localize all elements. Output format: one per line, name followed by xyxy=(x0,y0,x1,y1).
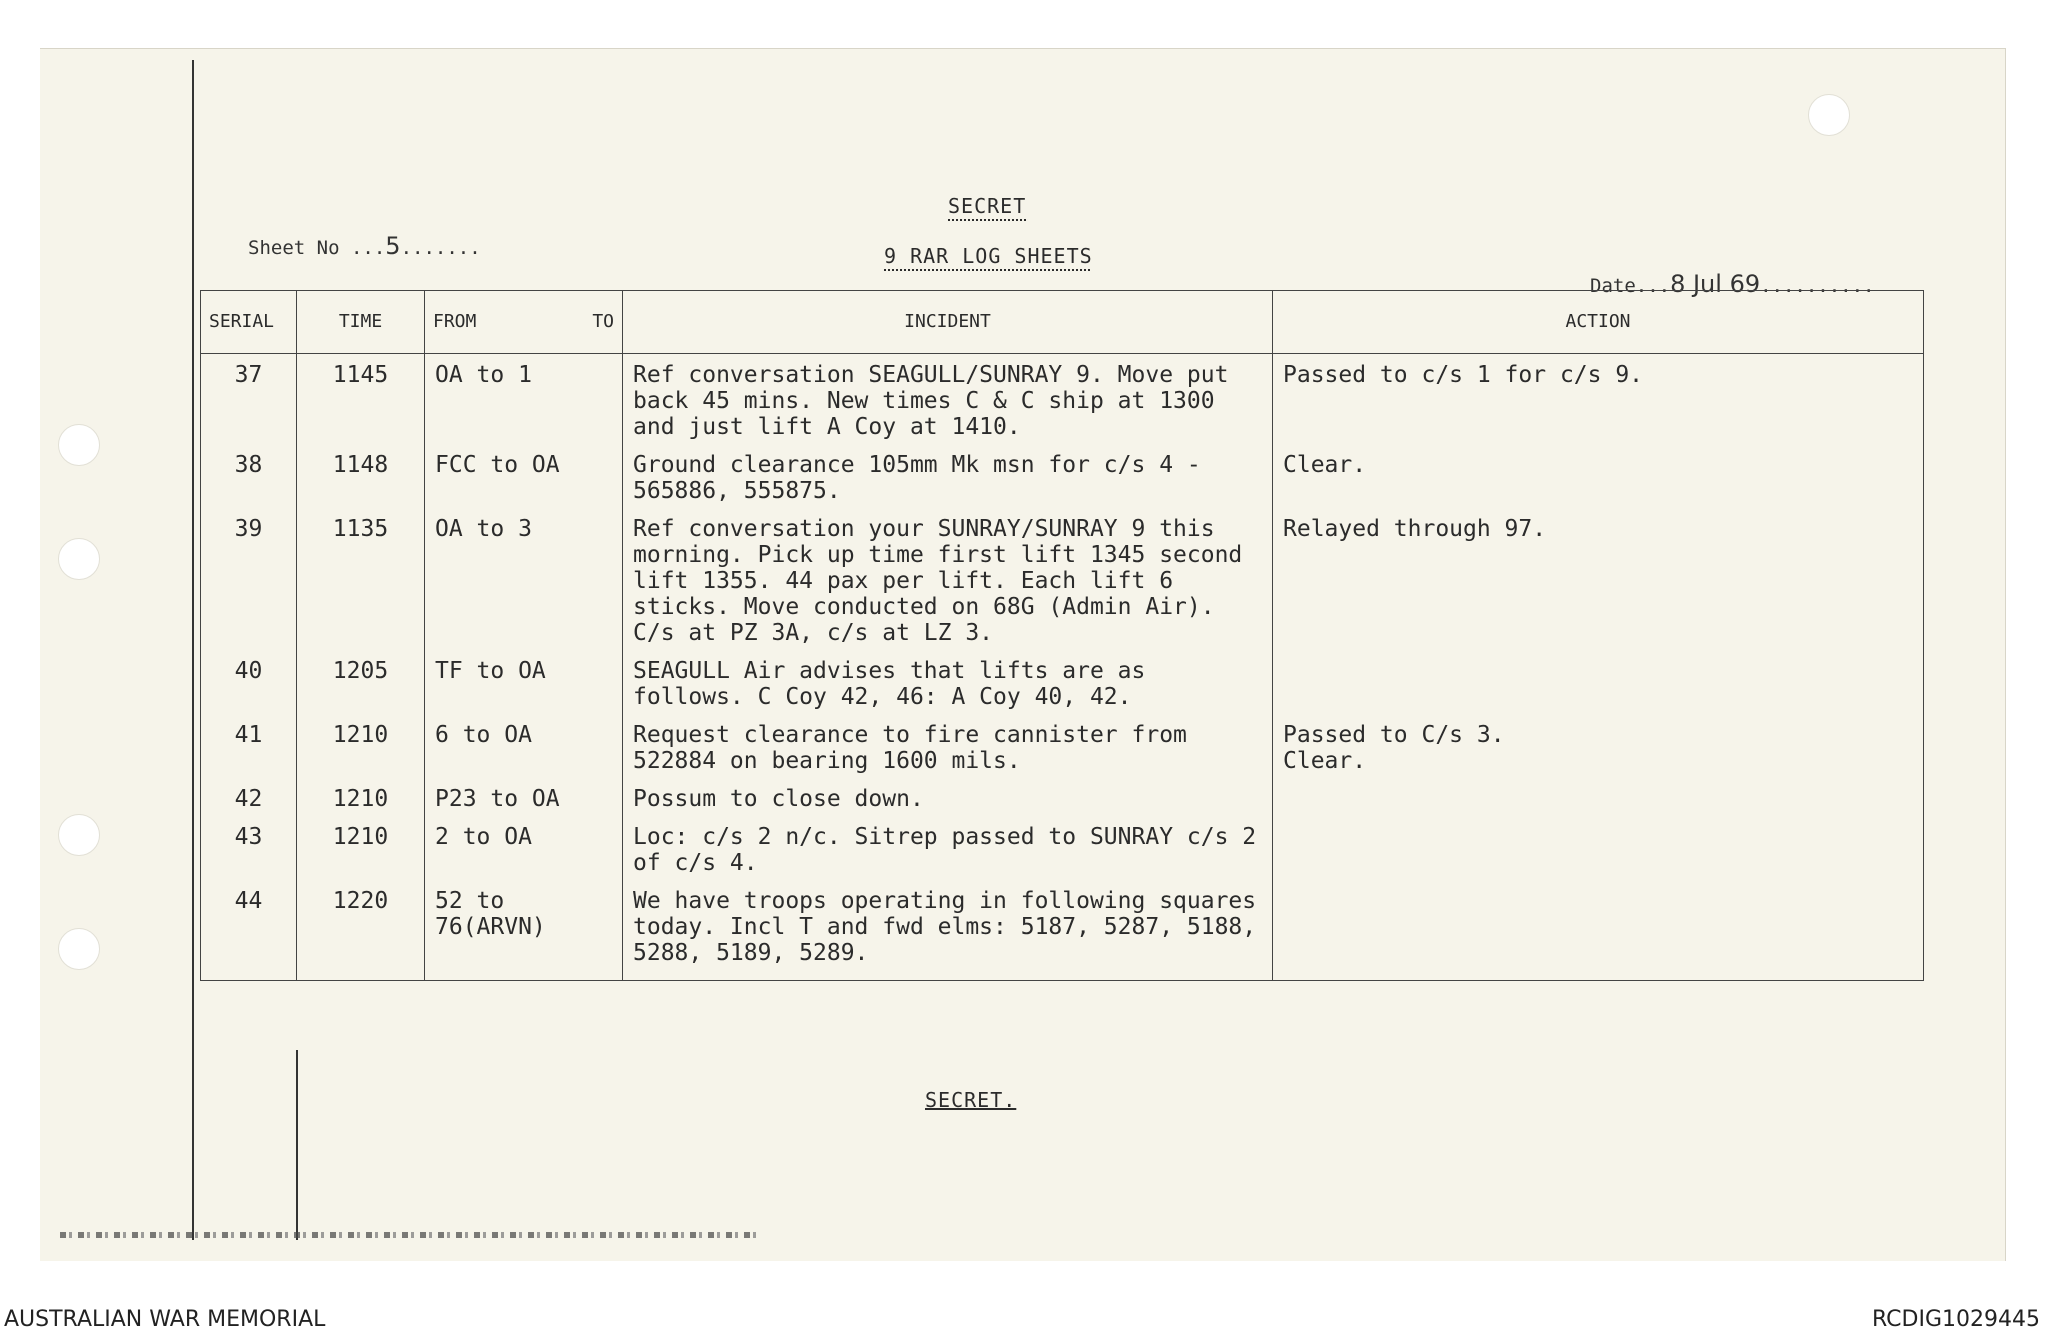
log-entry-row xyxy=(201,354,1924,445)
action-cell xyxy=(1273,650,1924,714)
serial-cell: 42 xyxy=(201,778,297,816)
log-table xyxy=(200,290,1924,981)
log-entry-row xyxy=(201,444,1924,508)
log-entry-row xyxy=(201,880,1924,981)
action-cell: Relayed through 97. xyxy=(1273,508,1924,650)
from-to-cell: OA to 1 xyxy=(425,354,623,445)
time-cell: 1135 xyxy=(297,508,425,650)
serial-cell: 44 xyxy=(201,880,297,981)
header-action: ACTION xyxy=(1273,291,1924,354)
incident-cell: SEAGULL Air advises that lifts are as follows. C Coy 42, 46: A Coy 40, 42. xyxy=(623,650,1273,714)
classification-top: SECRET xyxy=(948,194,1027,218)
sheet-number-value: 5 xyxy=(385,232,401,260)
log-entry-row xyxy=(201,778,1924,816)
punch-hole-left-1 xyxy=(58,424,100,466)
date-trail: .......... xyxy=(1760,275,1875,297)
action-cell: Passed to C/s 3. Clear. xyxy=(1273,714,1924,778)
header-from: FROM xyxy=(433,311,477,332)
action-cell xyxy=(1273,816,1924,880)
punch-hole-left-3 xyxy=(58,814,100,856)
date-value: 8 Jul 69 xyxy=(1670,270,1761,298)
incident-cell: Ref conversation SEAGULL/SUNRAY 9. Move put back 45 mins. New times C & C ship at 1300 and just lift A Coy at 1410. xyxy=(623,354,1273,445)
punch-hole-left-4 xyxy=(58,928,100,970)
serial-cell: 37 xyxy=(201,354,297,445)
incident-cell: We have troops operating in following squares today. Incl T and fwd elms: 5187, 5287, 5188, 5288, 5189, 5289. xyxy=(623,880,1273,981)
incident-cell: Ref conversation your SUNRAY/SUNRAY 9 this morning. Pick up time first lift 1345 second lift 1355. 44 pax per lift. Each lift 6 sticks. Move conducted on 68G (Admin Air). C/s at PZ 3A, c/s at LZ 3. xyxy=(623,508,1273,650)
ink-smudge xyxy=(60,1232,760,1238)
action-cell: Passed to c/s 1 for c/s 9. xyxy=(1273,354,1924,445)
from-to-cell: 2 to OA xyxy=(425,816,623,880)
from-to-cell: OA to 3 xyxy=(425,508,623,650)
incident-cell: Ground clearance 105mm Mk msn for c/s 4 - 565886, 555875. xyxy=(623,444,1273,508)
serial-cell: 39 xyxy=(201,508,297,650)
action-cell: Clear. xyxy=(1273,444,1924,508)
header-row xyxy=(201,291,1924,354)
incident-cell: Possum to close down. xyxy=(623,778,1273,816)
time-cell: 1220 xyxy=(297,880,425,981)
header-to: TO xyxy=(592,311,614,332)
incident-cell: Loc: c/s 2 n/c. Sitrep passed to SUNRAY c/s 2 of c/s 4. xyxy=(623,816,1273,880)
log-table-header xyxy=(201,291,1924,354)
punch-hole-top-right xyxy=(1808,94,1850,136)
log-entry-row xyxy=(201,650,1924,714)
sheet-number-trail: ....... xyxy=(400,237,481,259)
header-serial: SERIAL xyxy=(201,291,297,354)
action-cell xyxy=(1273,880,1924,981)
margin-rule-left-inner xyxy=(296,1050,298,1240)
from-to-cell: FCC to OA xyxy=(425,444,623,508)
log-entry-row xyxy=(201,508,1924,650)
document-title: 9 RAR LOG SHEETS xyxy=(884,244,1093,268)
time-cell: 1148 xyxy=(297,444,425,508)
header-time: TIME xyxy=(297,291,425,354)
from-to-cell: TF to OA xyxy=(425,650,623,714)
sheet-number-label: Sheet No ... xyxy=(248,237,386,259)
log-table-body xyxy=(201,354,1924,981)
caption-right: RCDIG1029445 xyxy=(1871,1307,2040,1332)
classification-bottom: SECRET. xyxy=(925,1088,1017,1112)
time-cell: 1210 xyxy=(297,778,425,816)
punch-hole-left-2 xyxy=(58,538,100,580)
serial-cell: 41 xyxy=(201,714,297,778)
header-incident: INCIDENT xyxy=(623,291,1273,354)
margin-rule-left xyxy=(192,60,194,1240)
sheet-number-field xyxy=(248,232,481,260)
log-entry-row xyxy=(201,714,1924,778)
from-to-cell: P23 to OA xyxy=(425,778,623,816)
serial-cell: 40 xyxy=(201,650,297,714)
from-to-cell: 52 to 76(ARVN) xyxy=(425,880,623,981)
time-cell: 1210 xyxy=(297,714,425,778)
action-cell xyxy=(1273,778,1924,816)
time-cell: 1205 xyxy=(297,650,425,714)
time-cell: 1145 xyxy=(297,354,425,445)
time-cell: 1210 xyxy=(297,816,425,880)
log-entry-row xyxy=(201,816,1924,880)
serial-cell: 38 xyxy=(201,444,297,508)
header-from-to xyxy=(425,291,623,354)
incident-cell: Request clearance to fire cannister from 522884 on bearing 1600 mils. xyxy=(623,714,1273,778)
serial-cell: 43 xyxy=(201,816,297,880)
from-to-cell: 6 to OA xyxy=(425,714,623,778)
date-label: Date... xyxy=(1590,275,1671,297)
caption-left: AUSTRALIAN WAR MEMORIAL xyxy=(4,1307,326,1332)
